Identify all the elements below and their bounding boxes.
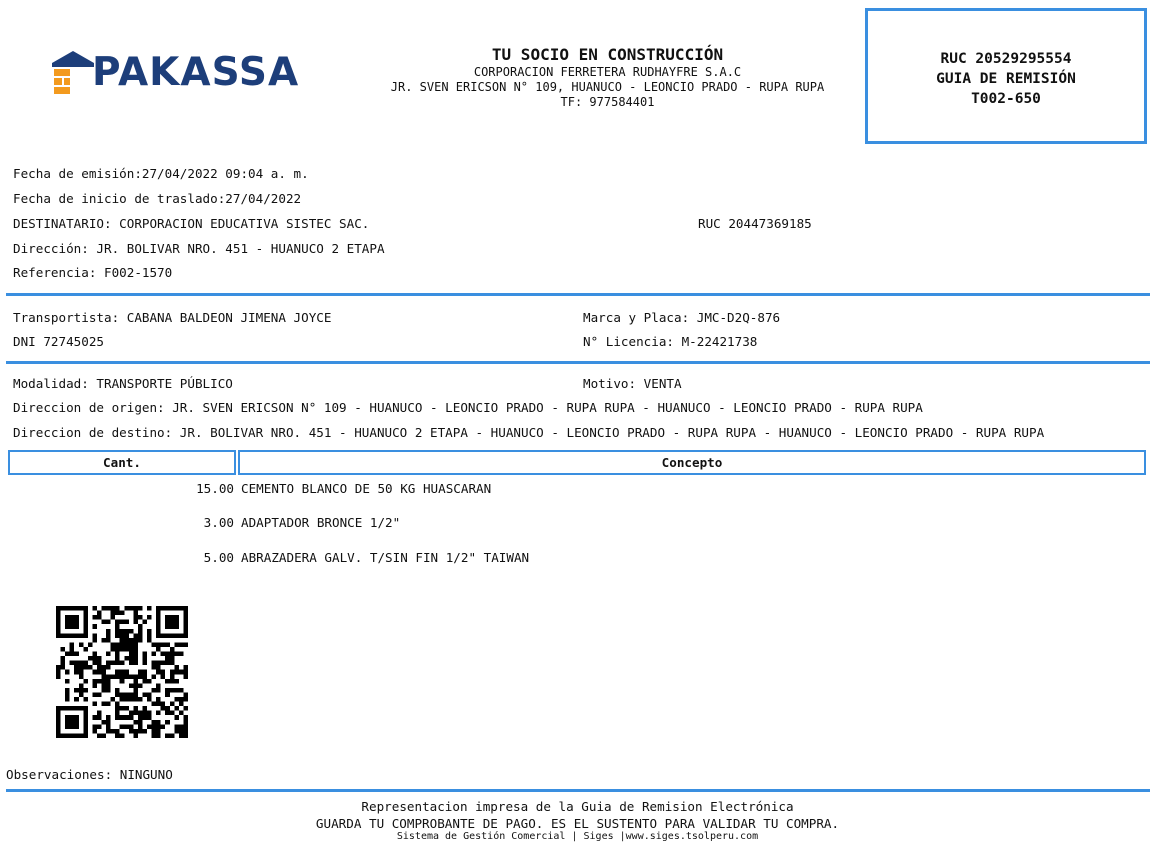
transfer-start-date: Fecha de inicio de traslado:27/04/2022 — [13, 191, 302, 206]
divider — [6, 789, 1150, 792]
recipient-ruc: RUC 20447369185 — [698, 216, 812, 231]
observations: Observaciones: NINGUNO — [6, 767, 173, 782]
document-number: T002-650 — [971, 91, 1041, 107]
license-number: N° Licencia: M-22421738 — [583, 334, 758, 349]
logo-text: PAKASSA — [92, 50, 300, 95]
issuer-ruc: RUC 20529295554 — [940, 51, 1072, 67]
issue-date: Fecha de emisión:27/04/2022 09:04 a. m. — [13, 166, 309, 181]
footer-legal: Representacion impresa de la Guia de Remision Electrónica — [361, 799, 794, 814]
origin-address: Direccion de origen: JR. SVEN ERICSON N° 109 - HUANUCO - LEONCIO PRADO - RUPA RUPA - HUANUCO - LEONCIO PRADO - RUPA RUPA — [13, 400, 923, 415]
carrier-dni: DNI 72745025 — [13, 334, 104, 349]
divider — [6, 293, 1150, 296]
item-concept: ABRAZADERA GALV. T/SIN FIN 1/2" TAIWAN — [241, 550, 530, 565]
footer-system: Sistema de Gestión Comercial | Siges |www.siges.tsolperu.com — [396, 831, 759, 842]
item-qty: 3.00 — [203, 515, 234, 530]
destination-address: Direccion de destino: JR. BOLIVAR NRO. 451 - HUANUCO 2 ETAPA - HUANUCO - LEONCIO PRADO - RUPA RUPA - HUANUCO - LEONCIO PRADO - RUPA RUPA — [13, 425, 1045, 440]
footer-notice: GUARDA TU COMPROBANTE DE PAGO. ES EL SUSTENTO PARA VALIDAR TU COMPRA. — [315, 816, 840, 831]
reference: Referencia: F002-1570 — [13, 265, 173, 280]
house-icon — [52, 51, 94, 95]
company-phone: TF: 977584401 — [560, 95, 655, 109]
slogan: TU SOCIO EN CONSTRUCCIÓN — [491, 45, 724, 64]
company-name: CORPORACION FERRETERA RUDHAYFRE S.A.C — [473, 65, 742, 79]
column-header-concept: Concepto — [238, 450, 1146, 475]
vehicle-plate: Marca y Placa: JMC-D2Q-876 — [583, 310, 781, 325]
qr-code-icon — [55, 606, 189, 738]
item-qty: 5.00 — [203, 550, 234, 565]
company-address: JR. SVEN ERICSON N° 109, HUANUCO - LEONCIO PRADO - RUPA RUPA — [390, 80, 825, 94]
recipient-address: Dirección: JR. BOLIVAR NRO. 451 - HUANUCO 2 ETAPA — [13, 241, 385, 256]
company-logo — [52, 48, 312, 98]
document-type: GUIA DE REMISIÓN — [936, 71, 1076, 87]
transport-mode: Modalidad: TRANSPORTE PÚBLICO — [13, 376, 233, 391]
item-concept: CEMENTO BLANCO DE 50 KG HUASCARAN — [241, 481, 492, 496]
transfer-reason: Motivo: VENTA — [583, 376, 682, 391]
item-concept: ADAPTADOR BRONCE 1/2" — [241, 515, 401, 530]
company-header — [300, 45, 915, 110]
recipient: DESTINATARIO: CORPORACION EDUCATIVA SISTEC SAC. — [13, 216, 370, 231]
column-header-qty: Cant. — [8, 450, 236, 475]
divider — [6, 361, 1150, 364]
carrier: Transportista: CABANA BALDEON JIMENA JOYCE — [13, 310, 332, 325]
document-id-box — [865, 8, 1147, 144]
item-qty: 15.00 — [196, 481, 234, 496]
